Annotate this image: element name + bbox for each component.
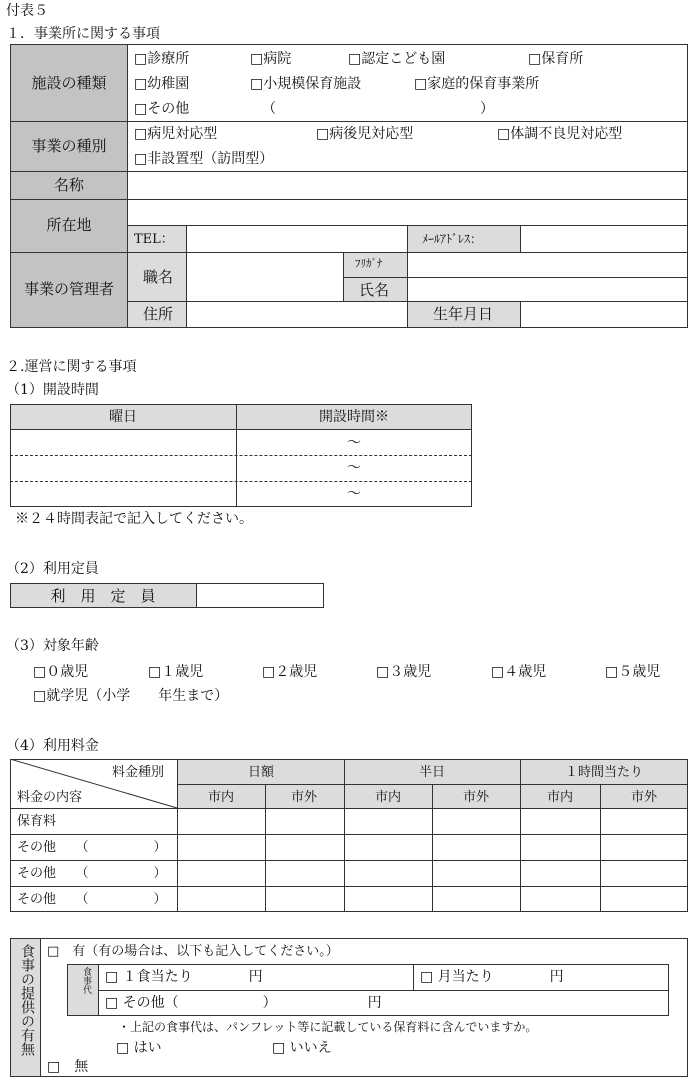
checkbox-unwell-child[interactable]: □体調不良児対応型: [497, 126, 623, 142]
business-type-label: 事業の種別: [31, 137, 107, 155]
checkbox-post-sick-child[interactable]: □病後児対応型: [316, 126, 414, 142]
tilde-2: ～: [347, 460, 361, 476]
checkbox-nursery[interactable]: □保育所: [528, 51, 584, 67]
capacity-title: （2）利用定員: [6, 561, 99, 577]
fees-title: （4）利用料金: [6, 738, 99, 754]
checkbox-age-5[interactable]: □５歳児: [605, 664, 661, 680]
section1-title: １．事業所に関する事項: [6, 26, 160, 42]
appendix-title: 付表５: [6, 3, 48, 19]
facility-type-label: 施設の種類: [31, 74, 107, 92]
checkbox-hospital[interactable]: □病院: [250, 51, 292, 67]
checkbox-meal-other[interactable]: □ その他（ ） 円: [105, 995, 382, 1011]
hours-note: ※２４時間表記で記入してください。: [15, 511, 253, 527]
ages-title: （3）対象年齢: [6, 638, 99, 654]
paren-open: （: [262, 101, 276, 117]
checkbox-meals-yes[interactable]: □ 有（有の場合は、以下も記入してください。）: [47, 944, 339, 959]
manager-label: 事業の管理者: [23, 280, 115, 298]
section2-title: ２.運営に関する事項: [6, 359, 137, 375]
col-hours: 開設時間※: [319, 409, 389, 425]
paren-close: ）: [480, 101, 494, 117]
checkbox-per-meal[interactable]: □ １食当たり 円: [105, 969, 263, 985]
sub-in-city-2: 市内: [374, 790, 402, 805]
checkbox-age-1[interactable]: □１歳児: [148, 664, 204, 680]
meal-question: ・上記の食事代は、パンフレット等に記載している保育料に含んでいますか。: [118, 1020, 538, 1034]
tilde-1: ～: [347, 435, 361, 451]
sub-out-city-1: 市外: [290, 790, 318, 805]
fee-row-other-3: その他 （ ）: [17, 892, 167, 907]
checkbox-kodomoen[interactable]: □認定こども園: [348, 51, 446, 67]
checkbox-home-nursery[interactable]: □家庭的保育事業所: [414, 76, 540, 92]
tilde-3: ～: [347, 486, 361, 502]
capacity-input[interactable]: [196, 583, 324, 608]
col-day: 曜日: [109, 409, 137, 425]
fee-row-childcare: 保育料: [17, 814, 57, 829]
checkbox-answer-yes[interactable]: □ はい: [116, 1040, 162, 1056]
hours-title: （1）開設時間: [6, 382, 99, 398]
group-hourly: １時間当たり: [564, 765, 644, 780]
checkbox-clinic[interactable]: □診療所: [134, 51, 190, 67]
checkbox-meals-no[interactable]: □ 無: [47, 1059, 89, 1075]
group-daily: 日額: [247, 765, 275, 780]
checkbox-answer-no[interactable]: □ いいえ: [272, 1040, 332, 1056]
checkbox-sick-child[interactable]: □病児対応型: [134, 126, 218, 142]
checkbox-age-3[interactable]: □３歳児: [376, 664, 432, 680]
checkbox-age-0[interactable]: □０歳児: [33, 664, 89, 680]
group-halfday: 半日: [418, 765, 446, 780]
fee-content-label: 料金の内容: [17, 790, 83, 805]
checkbox-small-nursery[interactable]: □小規模保育施設: [250, 76, 362, 92]
sub-in-city-3: 市内: [546, 790, 574, 805]
checkbox-age-2[interactable]: □２歳児: [262, 664, 318, 680]
meals-vertical-label: 食事の提供の有無: [19, 944, 35, 1056]
sub-in-city-1: 市内: [207, 790, 235, 805]
manager-title-label: 職名: [143, 268, 174, 286]
checkbox-visit-type[interactable]: □非設置型（訪問型）: [134, 151, 274, 167]
tel-label: TEL：: [134, 232, 174, 247]
checkbox-facility-other[interactable]: □その他: [134, 101, 190, 117]
fee-row-other-2: その他 （ ）: [17, 866, 167, 881]
capacity-label: 利 用 定 員: [50, 587, 156, 605]
checkbox-school-age[interactable]: □就学児（小学 年生まで）: [33, 688, 229, 704]
fee-row-other-1: その他 （ ）: [17, 840, 167, 855]
manager-address-label: 住所: [143, 305, 174, 323]
checkbox-kindergarten[interactable]: □幼稚園: [134, 76, 190, 92]
fee-type-label: 料金種別: [112, 765, 165, 780]
sub-out-city-3: 市外: [630, 790, 658, 805]
manager-name-label: 氏名: [359, 281, 390, 299]
address-label: 所在地: [46, 216, 92, 234]
sub-out-city-2: 市外: [462, 790, 490, 805]
birth-date-label: 生年月日: [432, 305, 494, 323]
meal-cost-label: 食事代: [81, 967, 91, 994]
name-label: 名称: [53, 176, 85, 194]
checkbox-age-4[interactable]: □４歳児: [491, 664, 547, 680]
furigana-label: ﾌﾘｶﾞﾅ: [355, 257, 383, 270]
checkbox-per-month[interactable]: □ 月当たり 円: [420, 969, 564, 985]
email-label: ﾒｰﾙｱﾄﾞﾚｽ：: [422, 232, 483, 246]
